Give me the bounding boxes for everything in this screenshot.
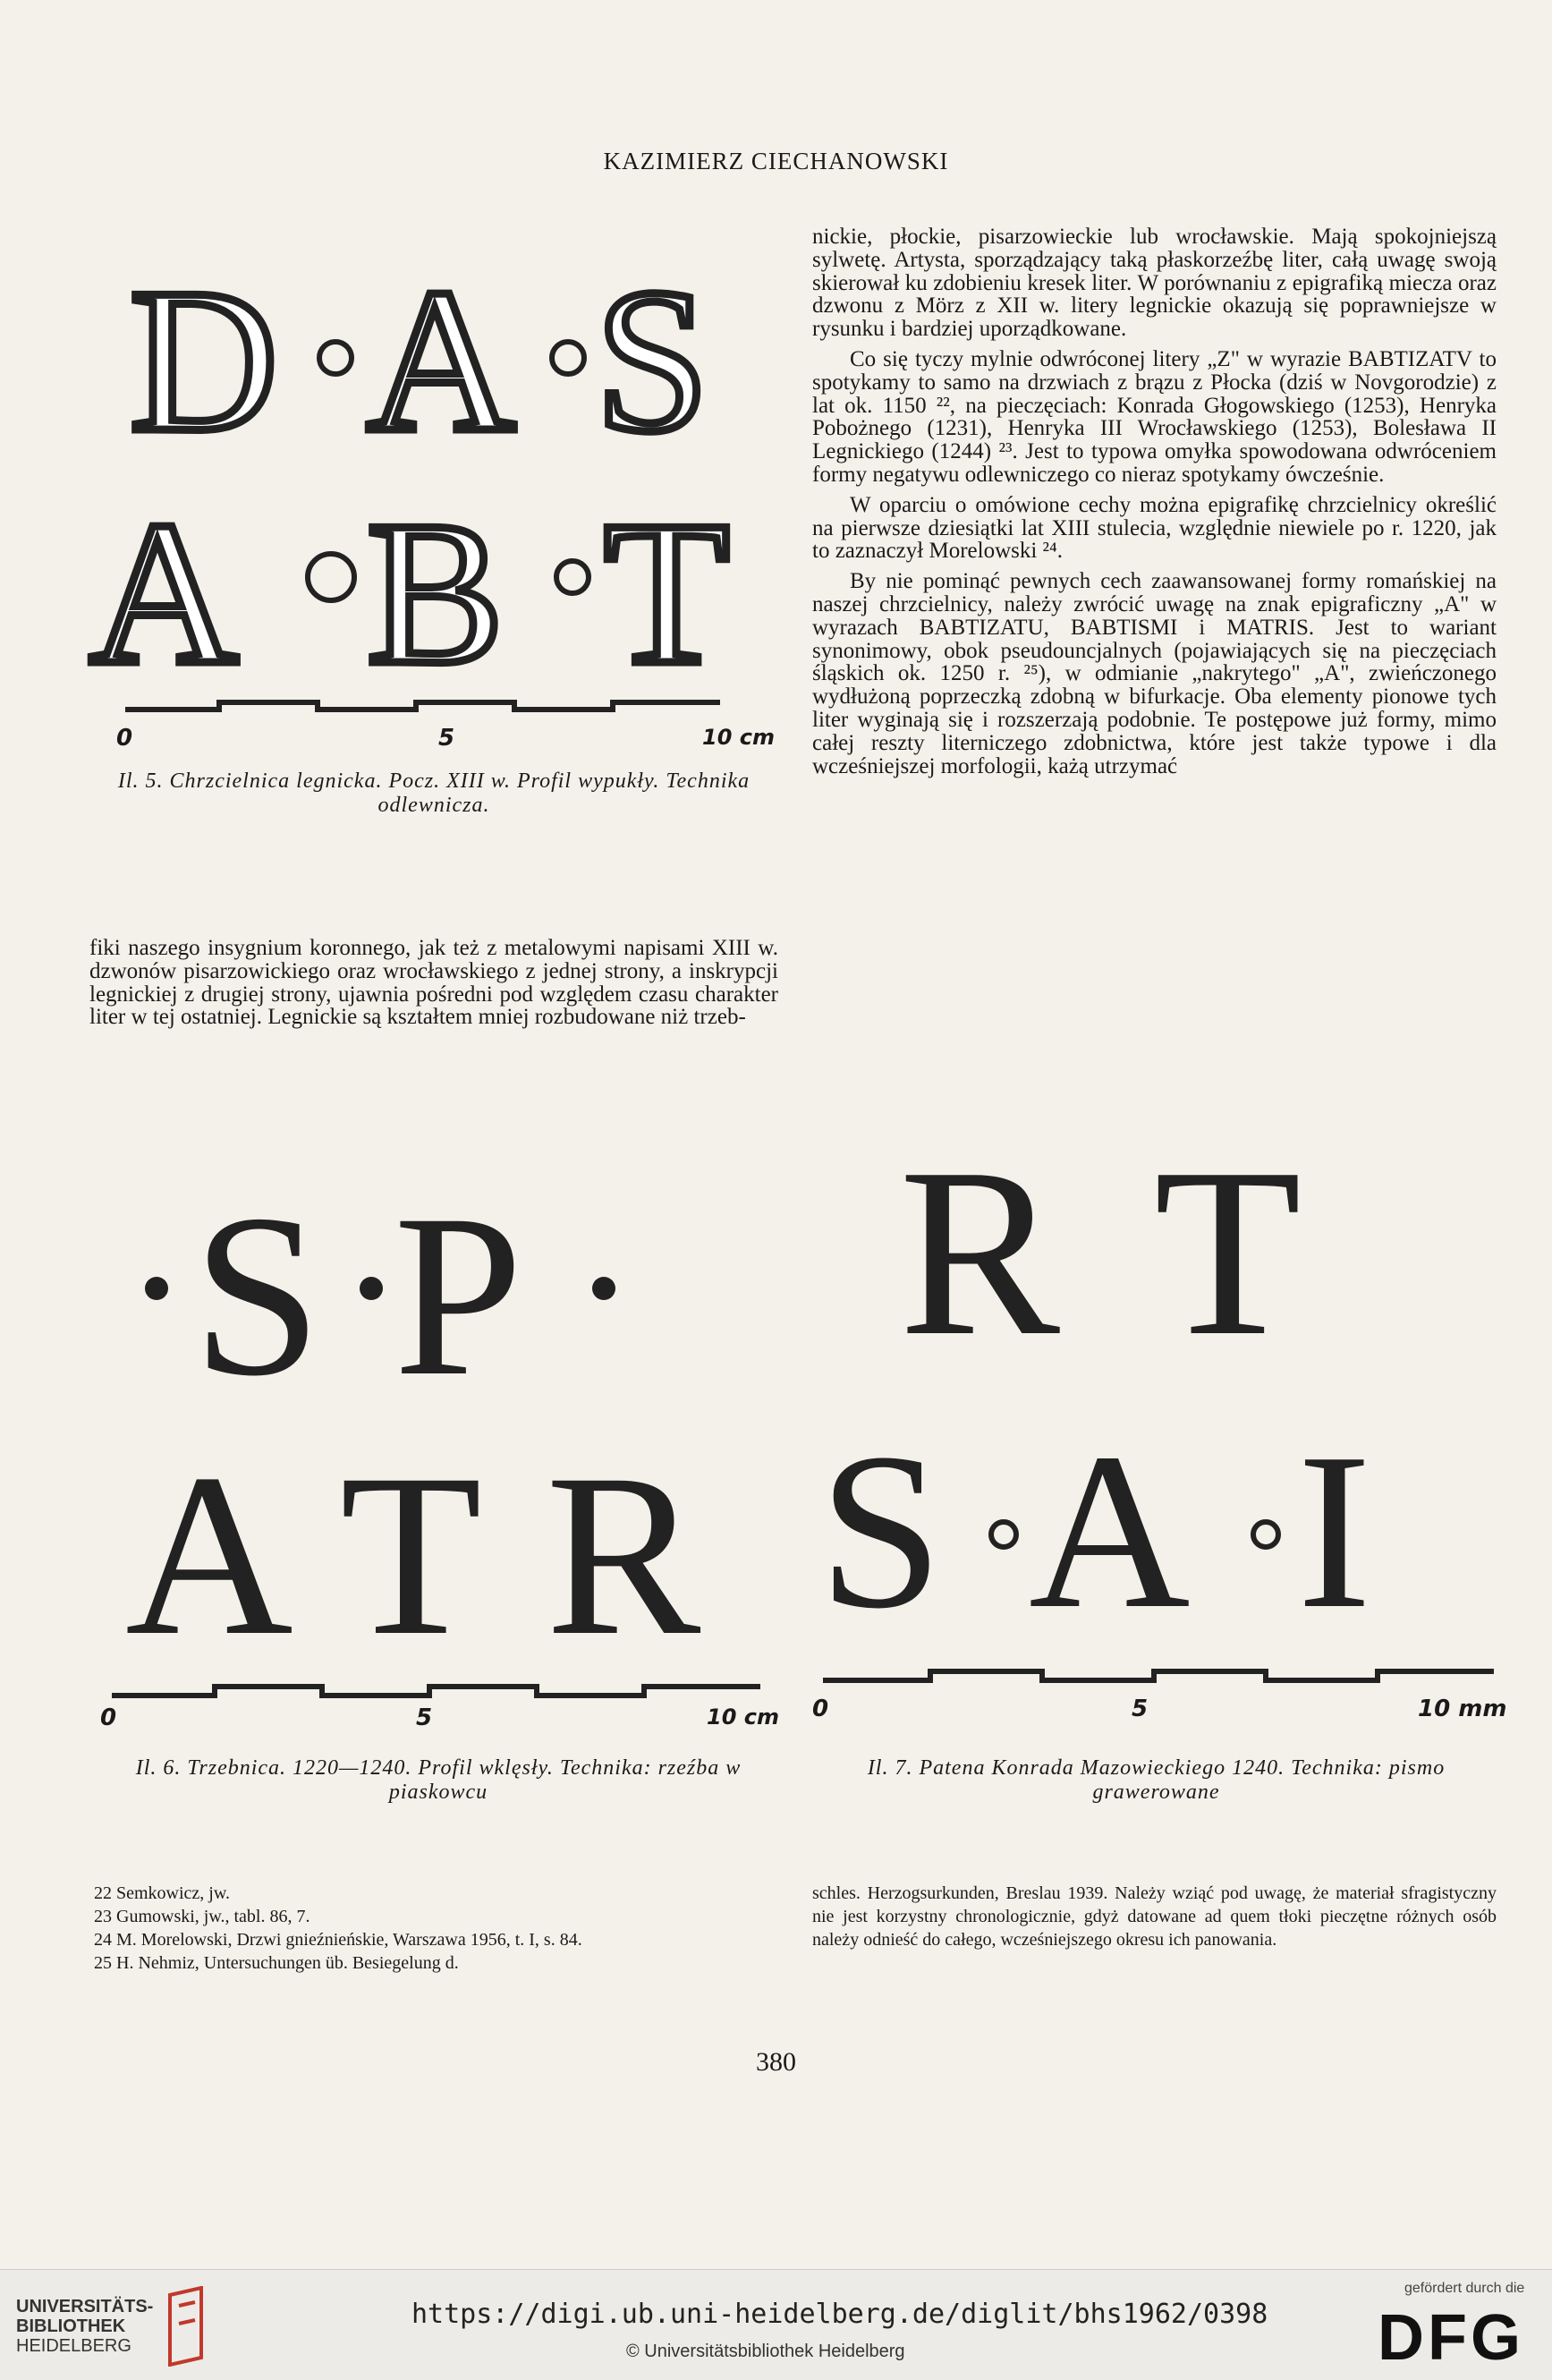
footnotes-left	[94, 1882, 774, 1975]
scale-bar-il5	[121, 693, 729, 747]
il5-letter: B	[367, 479, 505, 693]
scale-label-10: 10 cm	[707, 1704, 779, 1730]
right-column	[812, 225, 1497, 785]
library-name-line: HEIDELBERG	[16, 2336, 131, 2356]
il6-letter: T	[340, 1426, 482, 1655]
il6-letter: P	[394, 1167, 523, 1424]
scale-bar-il6	[107, 1678, 769, 1713]
funder-label: gefördert durch die	[1404, 2281, 1525, 2296]
scale-label-10: 10 mm	[1418, 1696, 1507, 1722]
footnote-23: 23 Gumowski, jw., tabl. 86, 7.	[94, 1907, 310, 1926]
permalink-url[interactable]: https://digi.ub.uni-heidelberg.de/diglit/bhs1962/0398	[411, 2299, 1268, 2330]
il7-letter: I	[1297, 1407, 1372, 1646]
figure-il7-letters	[814, 1109, 1512, 1646]
star-rosette-icon	[308, 554, 354, 600]
scale-label-5: 5	[438, 725, 455, 752]
footnote-25: 25 H. Nehmiz, Untersuchungen üb. Besiegelung d.	[94, 1953, 459, 1973]
footnotes-right	[812, 1882, 1497, 1951]
interpunct-dot	[552, 342, 584, 374]
scale-label-5: 5	[1132, 1696, 1149, 1722]
dfg-logo[interactable]: DFG	[1378, 2302, 1524, 2374]
figure-il6-letters	[116, 1145, 778, 1655]
il7-letter: S	[818, 1407, 944, 1646]
il5-letter: D	[130, 246, 279, 474]
interpunct-dot	[360, 1277, 383, 1300]
figure-il5-letters	[81, 228, 760, 693]
il6-letter: R	[546, 1426, 701, 1655]
il6-letter: S	[192, 1167, 322, 1424]
running-header: KAZIMIERZ CIECHANOWSKI	[603, 148, 949, 174]
caption-il7: Il. 7. Patena Konrada Mazowieckiego 1240. Technika: pismo grawerowane	[867, 1756, 1446, 1804]
caption-il5: Il. 5. Chrzcielnica legnicka. Pocz. XIII w. Profil wypukły. Technika odlewnicza.	[117, 769, 751, 817]
interpunct-dot	[556, 561, 589, 593]
il5-letter: T	[604, 479, 730, 693]
library-emblem-icon	[161, 2286, 215, 2367]
interpunct-dot	[319, 342, 352, 374]
il5-letter: A	[367, 246, 516, 474]
il6-letter: A	[125, 1426, 293, 1655]
library-name-line: UNIVERSITÄTS-	[16, 2297, 154, 2316]
copyright-notice: © Universitätsbibliothek Heidelberg	[626, 2342, 905, 2361]
paragraph: By nie pominąć pewnych cech zaawansowanej formy romańskiej na naszej chrzcielnicy, należy zwrócić uwagę na znak epigraficzny „A" w wyrazach BABTIZATU, BABTISMI i MATRIS. Jest to wariant synonimowy, obok pseudouncjalnych (pojawiających się na pieczęciach śląskich ok. 1250 r. ²⁵), w odmianie „nakrytego" „A", zwieńczonego wydłużoną poprzeczką zdobną w bifurkacje. Oba elementy pionowe tych liter wyginają się i rozszerzają podobnie. Te postępowe już formy, mimo całej reszty literniczego zdobnictwa, które jest także typowe i dla wcześniejszej morfologii, każą utrzymać	[812, 569, 1497, 778]
scale-label-5: 5	[416, 1704, 433, 1731]
scale-bar-il7	[818, 1662, 1498, 1698]
paragraph: fiki naszego insygnium koronnego, jak też z metalowymi napisami XIII w. dzwonów pisarzowickiego oraz wrocławskiego z jednej strony, a inskrypcji legnickiej z drugiej strony, ujawnia pośredni pod względem czasu charakter liter w tej ostatniej. Legnickie są kształtem mniej rozbudowane niż trzeb-	[89, 936, 778, 1030]
scale-label-0: 0	[116, 725, 133, 752]
il5-letter: S	[595, 246, 709, 474]
footer-bar	[0, 2269, 1552, 2380]
interpunct-dot	[991, 1522, 1016, 1547]
il7-letter: A	[1029, 1407, 1191, 1646]
caption-il6: Il. 6. Trzebnica. 1220—1240. Profil wklęsły. Technika: rzeźba w piaskowcu	[135, 1756, 742, 1804]
footnote-22: 22 Semkowicz, jw.	[94, 1883, 231, 1903]
library-logo[interactable]	[16, 2297, 153, 2356]
il7-letter: T	[1154, 1118, 1302, 1386]
scale-label-10: 10 cm	[702, 725, 775, 750]
interpunct-dot	[1253, 1522, 1278, 1547]
footnote-24: 24 M. Morelowski, Drzwi gnieźnieńskie, Warszawa 1956, t. I, s. 84.	[94, 1930, 582, 1950]
il5-letter: A	[89, 479, 239, 693]
paragraph: Co się tyczy mylnie odwróconej litery „Z" w wyrazie BABTIZATV to spotykamy to samo na drzwiach z brązu z Płocka (dziś w Novgorodzie) z lat ok. 1150 ²², na pieczęciach: Konrada Głogowskiego (1253), Henryka Pobożnego (1231), Henryka III Wrocławskiego (1253), Bolesława II Legnickiego (1244) ²³. Jest to typowa omyłka spowodowana odwróceniem formy negatywu odlewniczego co nieraz spotykamy ówcześnie.	[812, 346, 1497, 487]
left-column	[89, 937, 778, 1036]
interpunct-dot	[145, 1277, 168, 1300]
footnote-25-continued: schles. Herzogsurkunden, Breslau 1939. Należy wziąć pod uwagę, że materiał sfragistyczny nie jest korzystny chronologicznie, gdyż datowane ad quem tłoki pieczętne różnych osób należy odnieść do całego, wcześniejszego okresu ich panowania.	[812, 1883, 1497, 1950]
page-number: 380	[756, 2047, 796, 2077]
scale-label-0: 0	[812, 1696, 829, 1722]
il7-letter: R	[899, 1118, 1061, 1386]
paragraph: nickie, płockie, pisarzowieckie lub wrocławskie. Mają spokojniejszą sylwetę. Artysta, sporządzający taką płaskorzeźbę liter, całą uwagę swoją skierował ku zdobieniu kresek liter. W porównaniu z epigrafiką miecza oraz dzwonu z Mörz z XII w. litery legnickie okazują się poprawniejsze w rysunku i bardziej uporządkowane.	[812, 225, 1497, 342]
paragraph: W oparciu o omówione cechy można epigrafikę chrzcielnicy określić na pierwsze dziesiątki lat XIII stulecia, względnie niewiele po r. 1220, jak to zaznaczył Morelowski ²⁴.	[812, 492, 1497, 564]
library-name-line: BIBLIOTHEK	[16, 2316, 126, 2336]
scale-label-0: 0	[100, 1704, 117, 1731]
interpunct-dot	[592, 1277, 615, 1300]
